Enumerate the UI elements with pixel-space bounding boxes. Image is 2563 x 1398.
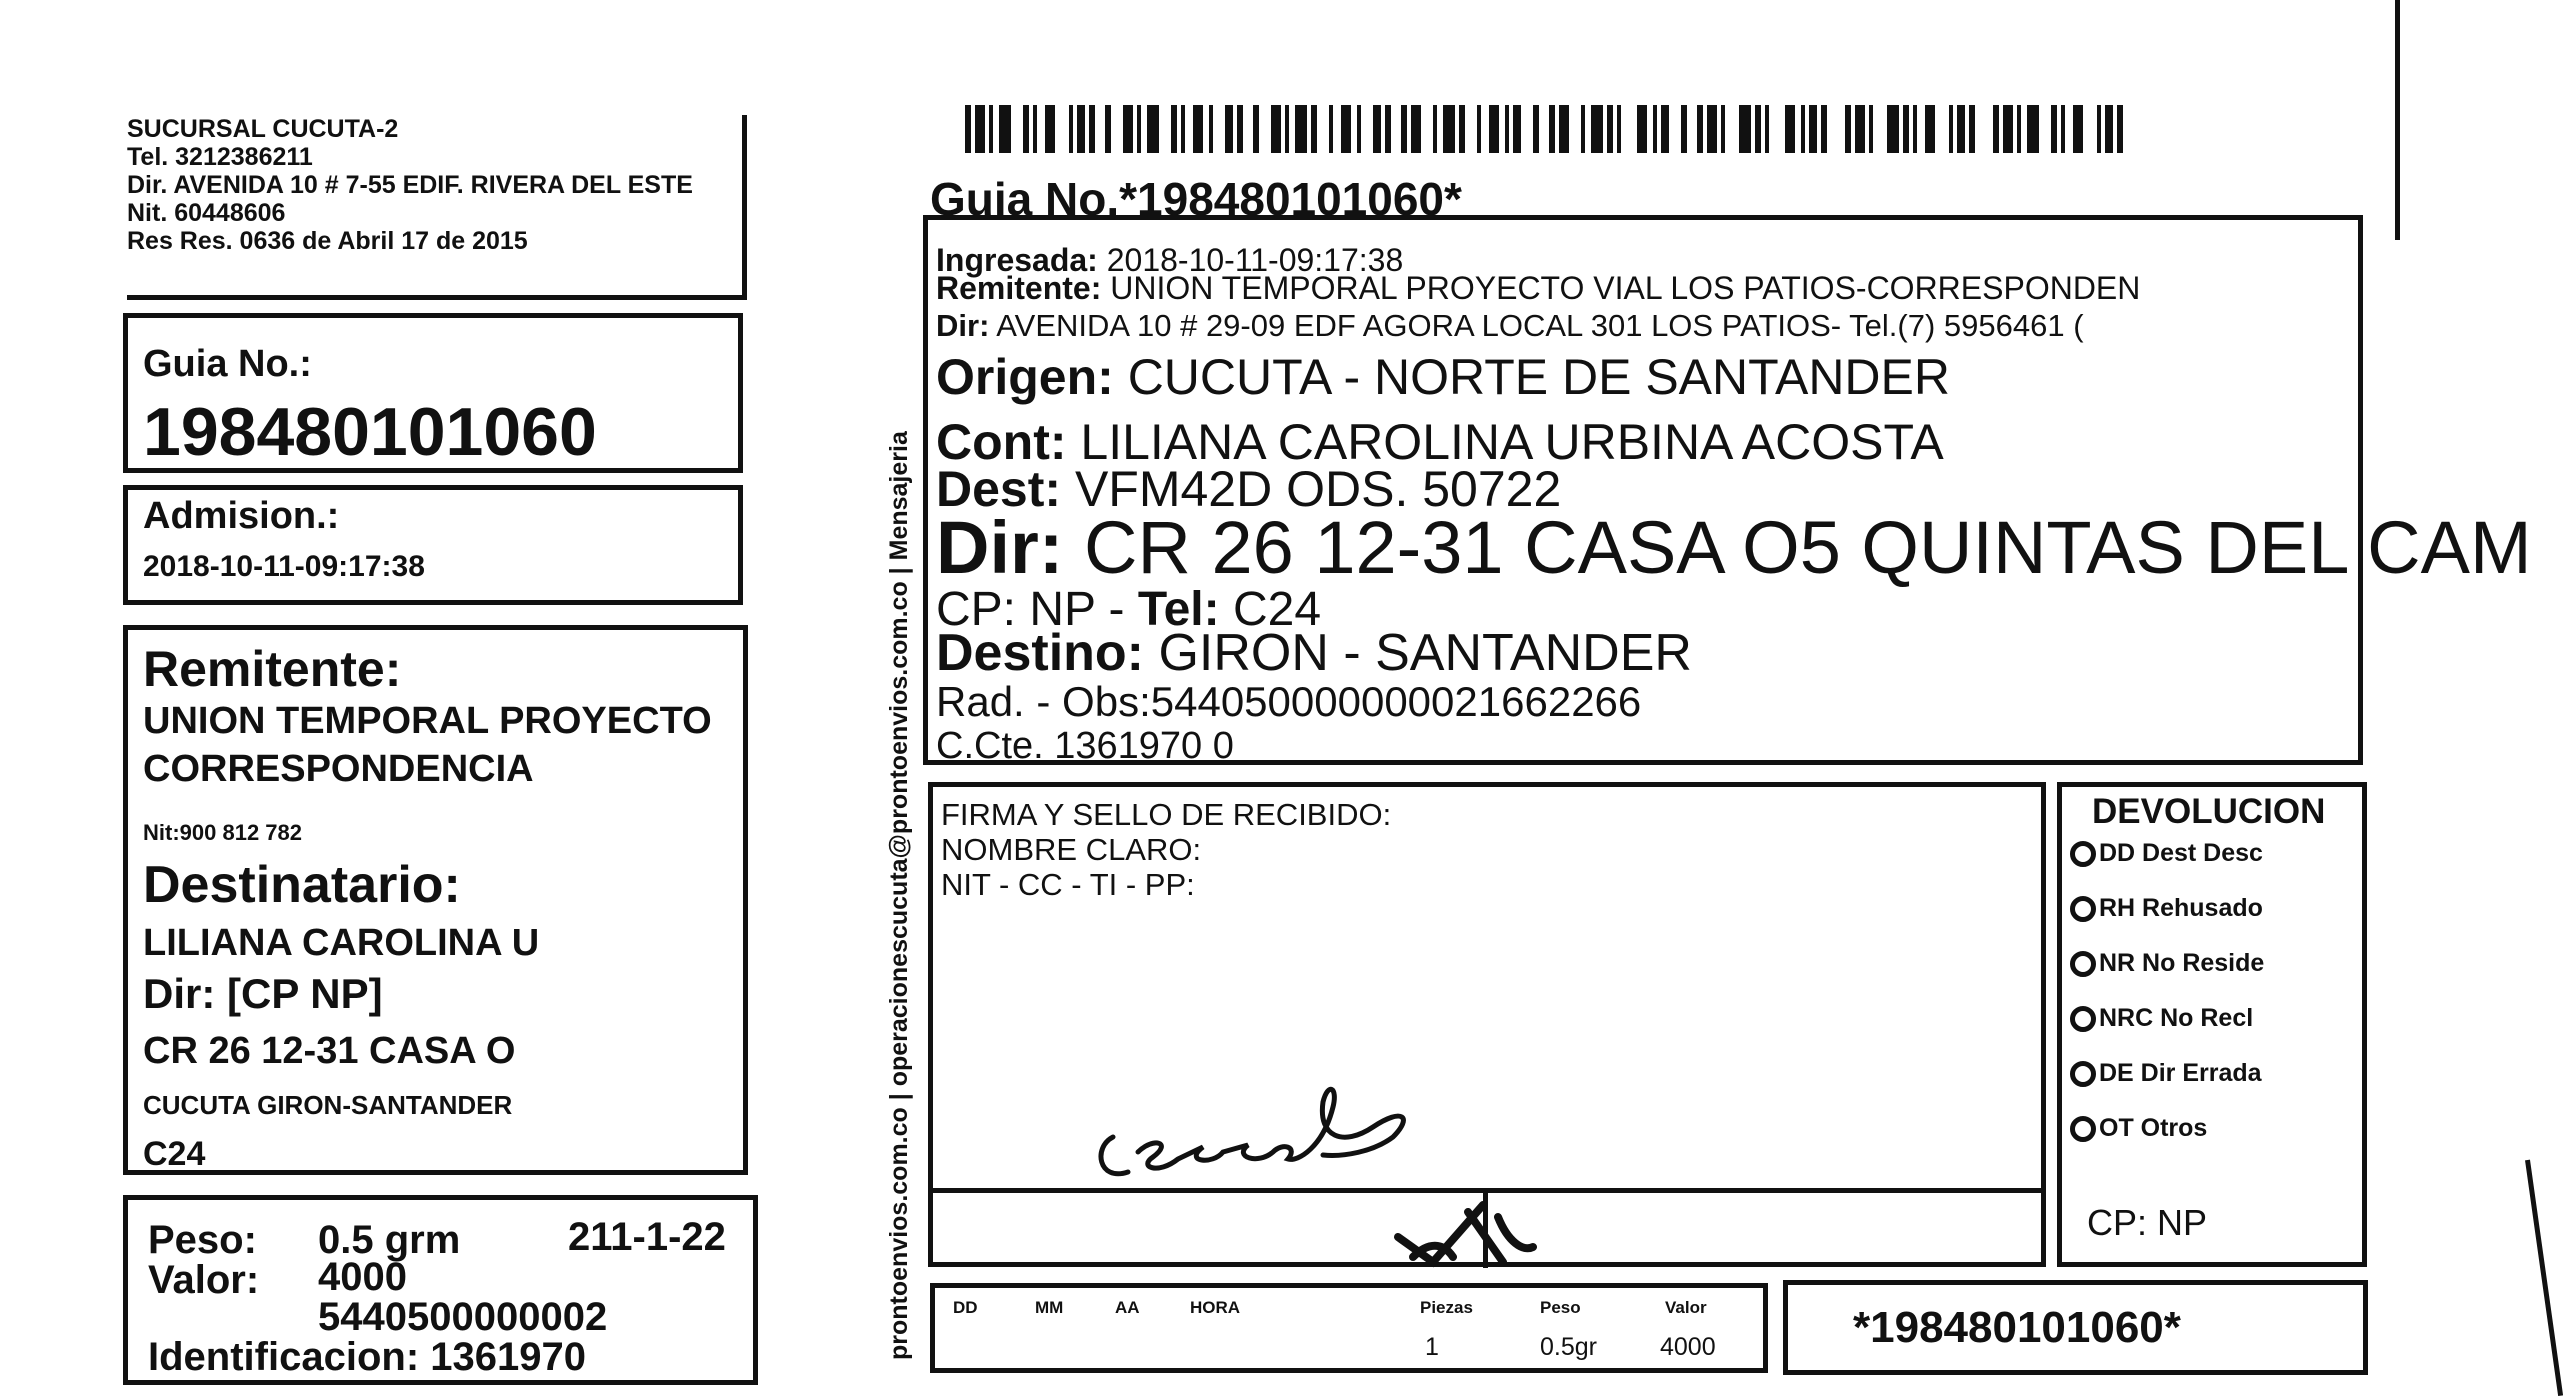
rad-obs: Rad. - Obs:544050000000021662266: [936, 678, 1642, 725]
branch-nit: Nit. 60448606: [127, 199, 286, 227]
weight-value-box: [123, 1195, 758, 1385]
sender-dir-line: [936, 308, 2356, 344]
signature-label: FIRMA Y SELLO DE RECIBIDO:: [941, 797, 1392, 832]
barcode-bar: [1443, 105, 1455, 153]
barcode-bar: [1913, 105, 1917, 153]
barcode-bar: [1209, 105, 1213, 153]
barcode-text: *198480101060*: [1853, 1303, 2181, 1352]
table-header-aa: AA: [1115, 1298, 1140, 1317]
barcode-bar: [1785, 105, 1795, 153]
barcode-bar: [1341, 105, 1351, 153]
radio-circle-icon[interactable]: [2070, 841, 2096, 867]
peso-label: Peso:: [148, 1218, 257, 1262]
barcode-bar: [1607, 105, 1613, 153]
radio-circle-icon[interactable]: [2070, 1006, 2096, 1032]
delivery-strip: [928, 1188, 2046, 1273]
barcode-bar: [1513, 105, 1521, 153]
barcode-bar: [1765, 105, 1769, 153]
barcode-bar: [1855, 105, 1865, 153]
barcode-bar: [1721, 105, 1725, 153]
barcode-bar: [999, 105, 1011, 153]
right-edge-line: [2395, 0, 2400, 240]
addr-remitente-label: Remitente:: [936, 270, 1102, 306]
barcode-bar: [1739, 105, 1751, 153]
barcode-bar: [1123, 105, 1133, 153]
barcode-bar: [989, 105, 993, 153]
origen-line: [936, 348, 2356, 406]
barcode-bar: [1661, 105, 1669, 153]
barcode-bar: [1549, 105, 1555, 153]
branch-address: Dir. AVENIDA 10 # 7-55 EDIF. RIVERA DEL ESTE: [127, 171, 693, 199]
barcode-bar: [1949, 105, 1953, 153]
cont-label: Cont:: [936, 414, 1067, 470]
return-title: DEVOLUCION: [2092, 792, 2326, 831]
sender-dir-value: AVENIDA 10 # 29-09 EDF AGORA LOCAL 301 LOS PATIOS- Tel.(7) 5956461 (: [996, 308, 2084, 343]
radio-circle-icon[interactable]: [2070, 1061, 2096, 1087]
valor-value: 4000: [318, 1255, 407, 1299]
barcode-bar: [1385, 105, 1391, 153]
return-option[interactable]: OT Otros: [2070, 1110, 2264, 1165]
peso-value: 0.5 grm: [318, 1218, 461, 1262]
destinatario-tel: C24: [143, 1135, 206, 1173]
barcode-bar: [2073, 105, 2083, 153]
barcode-bar: [1023, 105, 1029, 153]
barcode-bar: [1637, 105, 1647, 153]
vertical-contact-text: prontoenvios.com.co | operacionescucuta@prontoenvios.com.co | Mensajeria: [885, 431, 913, 1360]
barcode-graphic: [965, 105, 2130, 153]
tel-label: Tel:: [1137, 583, 1220, 636]
dest-label: Dest:: [936, 461, 1062, 517]
barcode-bar: [1869, 105, 1873, 153]
branch-name: SUCURSAL CUCUTA-2: [127, 115, 399, 143]
barcode-bar: [1237, 105, 1243, 153]
addr-remitente-value: UNION TEMPORAL PROYECTO VIAL LOS PATIOS-CORRESPONDEN: [1110, 270, 2141, 306]
barcode-bar: [1077, 105, 1085, 153]
barcode-bar: [1505, 105, 1509, 153]
barcode-bar: [1591, 105, 1603, 153]
barcode-bar: [1993, 105, 1999, 153]
delivery-table: [930, 1283, 1768, 1373]
barcode-bar: [1311, 105, 1317, 153]
id-type-label: NIT - CC - TI - PP:: [941, 867, 1195, 902]
return-option[interactable]: NRC No Recl: [2070, 1000, 2264, 1055]
table-cell-piezas: 1: [1425, 1333, 1439, 1361]
destino-line: [936, 623, 2356, 683]
barcode-bar: [1285, 105, 1289, 153]
barcode-bar: [1171, 105, 1177, 153]
barcode-bar: [1887, 105, 1899, 153]
return-options: [2070, 835, 2264, 1165]
barcode-bar: [1045, 105, 1055, 153]
barcode-bar: [1069, 105, 1073, 153]
barcode-bar: [2051, 105, 2057, 153]
remitente-label: Remitente:: [143, 641, 402, 697]
barcode-text-box: [1783, 1280, 2368, 1375]
dest-dir-value: CR 26 12-31 CASA O5 QUINTAS DEL CAM: [1084, 506, 2532, 589]
admission-box: [123, 485, 743, 605]
table-cell-peso: 0.5gr: [1540, 1333, 1597, 1361]
barcode-bar: [1653, 105, 1657, 153]
guide-number-box: [123, 313, 743, 473]
barcode-bar: [1181, 105, 1185, 153]
barcode-bar: [1295, 105, 1307, 153]
handwritten-signature: [1083, 1047, 1443, 1187]
table-header-piezas: Piezas: [1420, 1298, 1473, 1317]
barcode-bar: [1581, 105, 1585, 153]
destino-value: GIRON - SANTANDER: [1158, 624, 1692, 682]
barcode-bar: [965, 105, 971, 153]
radio-circle-icon[interactable]: [2070, 1116, 2096, 1142]
delivery-divider: [1483, 1193, 1488, 1268]
remitente-nit: Nit:900 812 782: [143, 820, 302, 845]
barcode-bar: [1969, 105, 1975, 153]
ccte: C.Cte. 1361970 0: [936, 725, 1234, 767]
barcode-bar: [2105, 105, 2113, 153]
admission-label: Admision.:: [143, 495, 340, 537]
table-header-dd: DD: [953, 1298, 978, 1317]
branch-info: [127, 115, 747, 300]
table-header-valor: Valor: [1665, 1298, 1707, 1317]
table-header-mm: MM: [1035, 1298, 1064, 1317]
dest-dir-label: Dir:: [936, 506, 1064, 589]
return-option[interactable]: NR No Reside: [2070, 945, 2264, 1000]
reference-number: 5440500000002: [318, 1295, 608, 1339]
cp-value: CP: NP -: [936, 583, 1138, 636]
dest-dir-line: [936, 505, 2532, 590]
origen-value: CUCUTA - NORTE DE SANTANDER: [1127, 349, 1950, 405]
remitente-line: [936, 270, 2356, 307]
barcode-bar: [1903, 105, 1909, 153]
barcode-bar: [1845, 105, 1851, 153]
origen-label: Origen:: [936, 349, 1114, 405]
tel-value: C24: [1232, 583, 1322, 636]
barcode-bar: [1489, 105, 1499, 153]
barcode-bar: [1477, 105, 1481, 153]
barcode-bar: [1329, 105, 1333, 153]
barcode-bar: [1033, 105, 1037, 153]
radio-circle-icon[interactable]: [2070, 951, 2096, 977]
return-option[interactable]: DE Dir Errada: [2070, 1055, 2264, 1110]
table-cell-valor: 4000: [1660, 1333, 1716, 1361]
barcode-bar: [1925, 105, 1935, 153]
barcode-bar: [1271, 105, 1281, 153]
barcode-bar: [1821, 105, 1827, 153]
barcode-bar: [2097, 105, 2101, 153]
barcode-bar: [1357, 105, 1361, 153]
barcode-bar: [1801, 105, 1805, 153]
sender-recipient-box: [123, 625, 748, 1175]
barcode-bar: [1373, 105, 1381, 153]
ingresada-value: 2018-10-11-09:17:38: [1106, 242, 1404, 278]
barcode-bar: [1137, 105, 1141, 153]
barcode-bar: [1533, 105, 1539, 153]
return-cp: CP: NP: [2087, 1202, 2208, 1243]
branch-tel: Tel. 3212386211: [127, 143, 313, 171]
remitente-line1: UNION TEMPORAL PROYECTO: [143, 700, 712, 742]
destinatario-city: CUCUTA GIRON-SANTANDER: [143, 1090, 513, 1120]
remitente-line2: CORRESPONDENCIA: [143, 748, 534, 790]
barcode-bar: [1697, 105, 1703, 153]
cont-value: LILIANA CAROLINA URBINA ACOSTA: [1080, 414, 1944, 470]
valor-label: Valor:: [148, 1258, 260, 1302]
guide-label: Guia No.:: [143, 343, 312, 385]
barcode-bar: [1147, 105, 1159, 153]
barcode-bar: [1559, 105, 1569, 153]
destino-label: Destino:: [936, 624, 1144, 682]
destinatario-address: CR 26 12-31 CASA O: [143, 1030, 516, 1072]
radio-circle-icon[interactable]: [2070, 896, 2096, 922]
table-header-hora: HORA: [1190, 1298, 1241, 1317]
name-label: NOMBRE CLARO:: [941, 832, 1202, 867]
barcode-bar: [1809, 105, 1817, 153]
barcode-bar: [1459, 105, 1465, 153]
destinatario-name: LILIANA CAROLINA U: [143, 922, 540, 964]
barcode-bar: [1617, 105, 1621, 153]
barcode-bar: [1411, 105, 1421, 153]
barcode-bar: [975, 105, 985, 153]
page-edge-line: [2525, 1160, 2563, 1396]
barcode-bar: [2117, 105, 2123, 153]
barcode-bar: [1253, 105, 1259, 153]
guide-number: 198480101060: [143, 394, 597, 470]
barcode-bar: [1089, 105, 1095, 153]
barcode-bar: [1957, 105, 1965, 153]
dest-value: VFM42D ODS. 50722: [1074, 461, 1562, 517]
destinatario-label: Destinatario:: [143, 856, 461, 914]
return-box: [2057, 782, 2367, 1267]
sender-dir-label: Dir:: [936, 308, 990, 343]
barcode-bar: [2003, 105, 2013, 153]
barcode-bar: [1755, 105, 1761, 153]
route-code: 211-1-22: [568, 1215, 726, 1259]
branch-resolution: Res Res. 0636 de Abril 17 de 2015: [127, 227, 528, 255]
address-box: [923, 215, 2532, 767]
return-option[interactable]: RH Rehusado: [2070, 890, 2264, 945]
barcode-bar: [1433, 105, 1437, 153]
barcode-bar: [2017, 105, 2021, 153]
barcode-bar: [1401, 105, 1407, 153]
table-header-peso: Peso: [1540, 1298, 1581, 1317]
ingresada-label: Ingresada:: [936, 242, 1098, 278]
barcode-bar: [1193, 105, 1203, 153]
return-option[interactable]: DD Dest Desc: [2070, 835, 2264, 890]
identification: Identificacion: 1361970: [148, 1335, 586, 1379]
barcode-bar: [1707, 105, 1717, 153]
barcode-bar: [1105, 105, 1111, 153]
admission-value: 2018-10-11-09:17:38: [143, 550, 425, 583]
barcode-bar: [1225, 105, 1233, 153]
barcode-bar: [2061, 105, 2065, 153]
destinatario-dir: Dir: [CP NP]: [143, 970, 383, 1017]
guide-header: Guia No.*198480101060*: [930, 173, 1462, 225]
barcode-bar: [1681, 105, 1687, 153]
barcode-bar: [2027, 105, 2039, 153]
